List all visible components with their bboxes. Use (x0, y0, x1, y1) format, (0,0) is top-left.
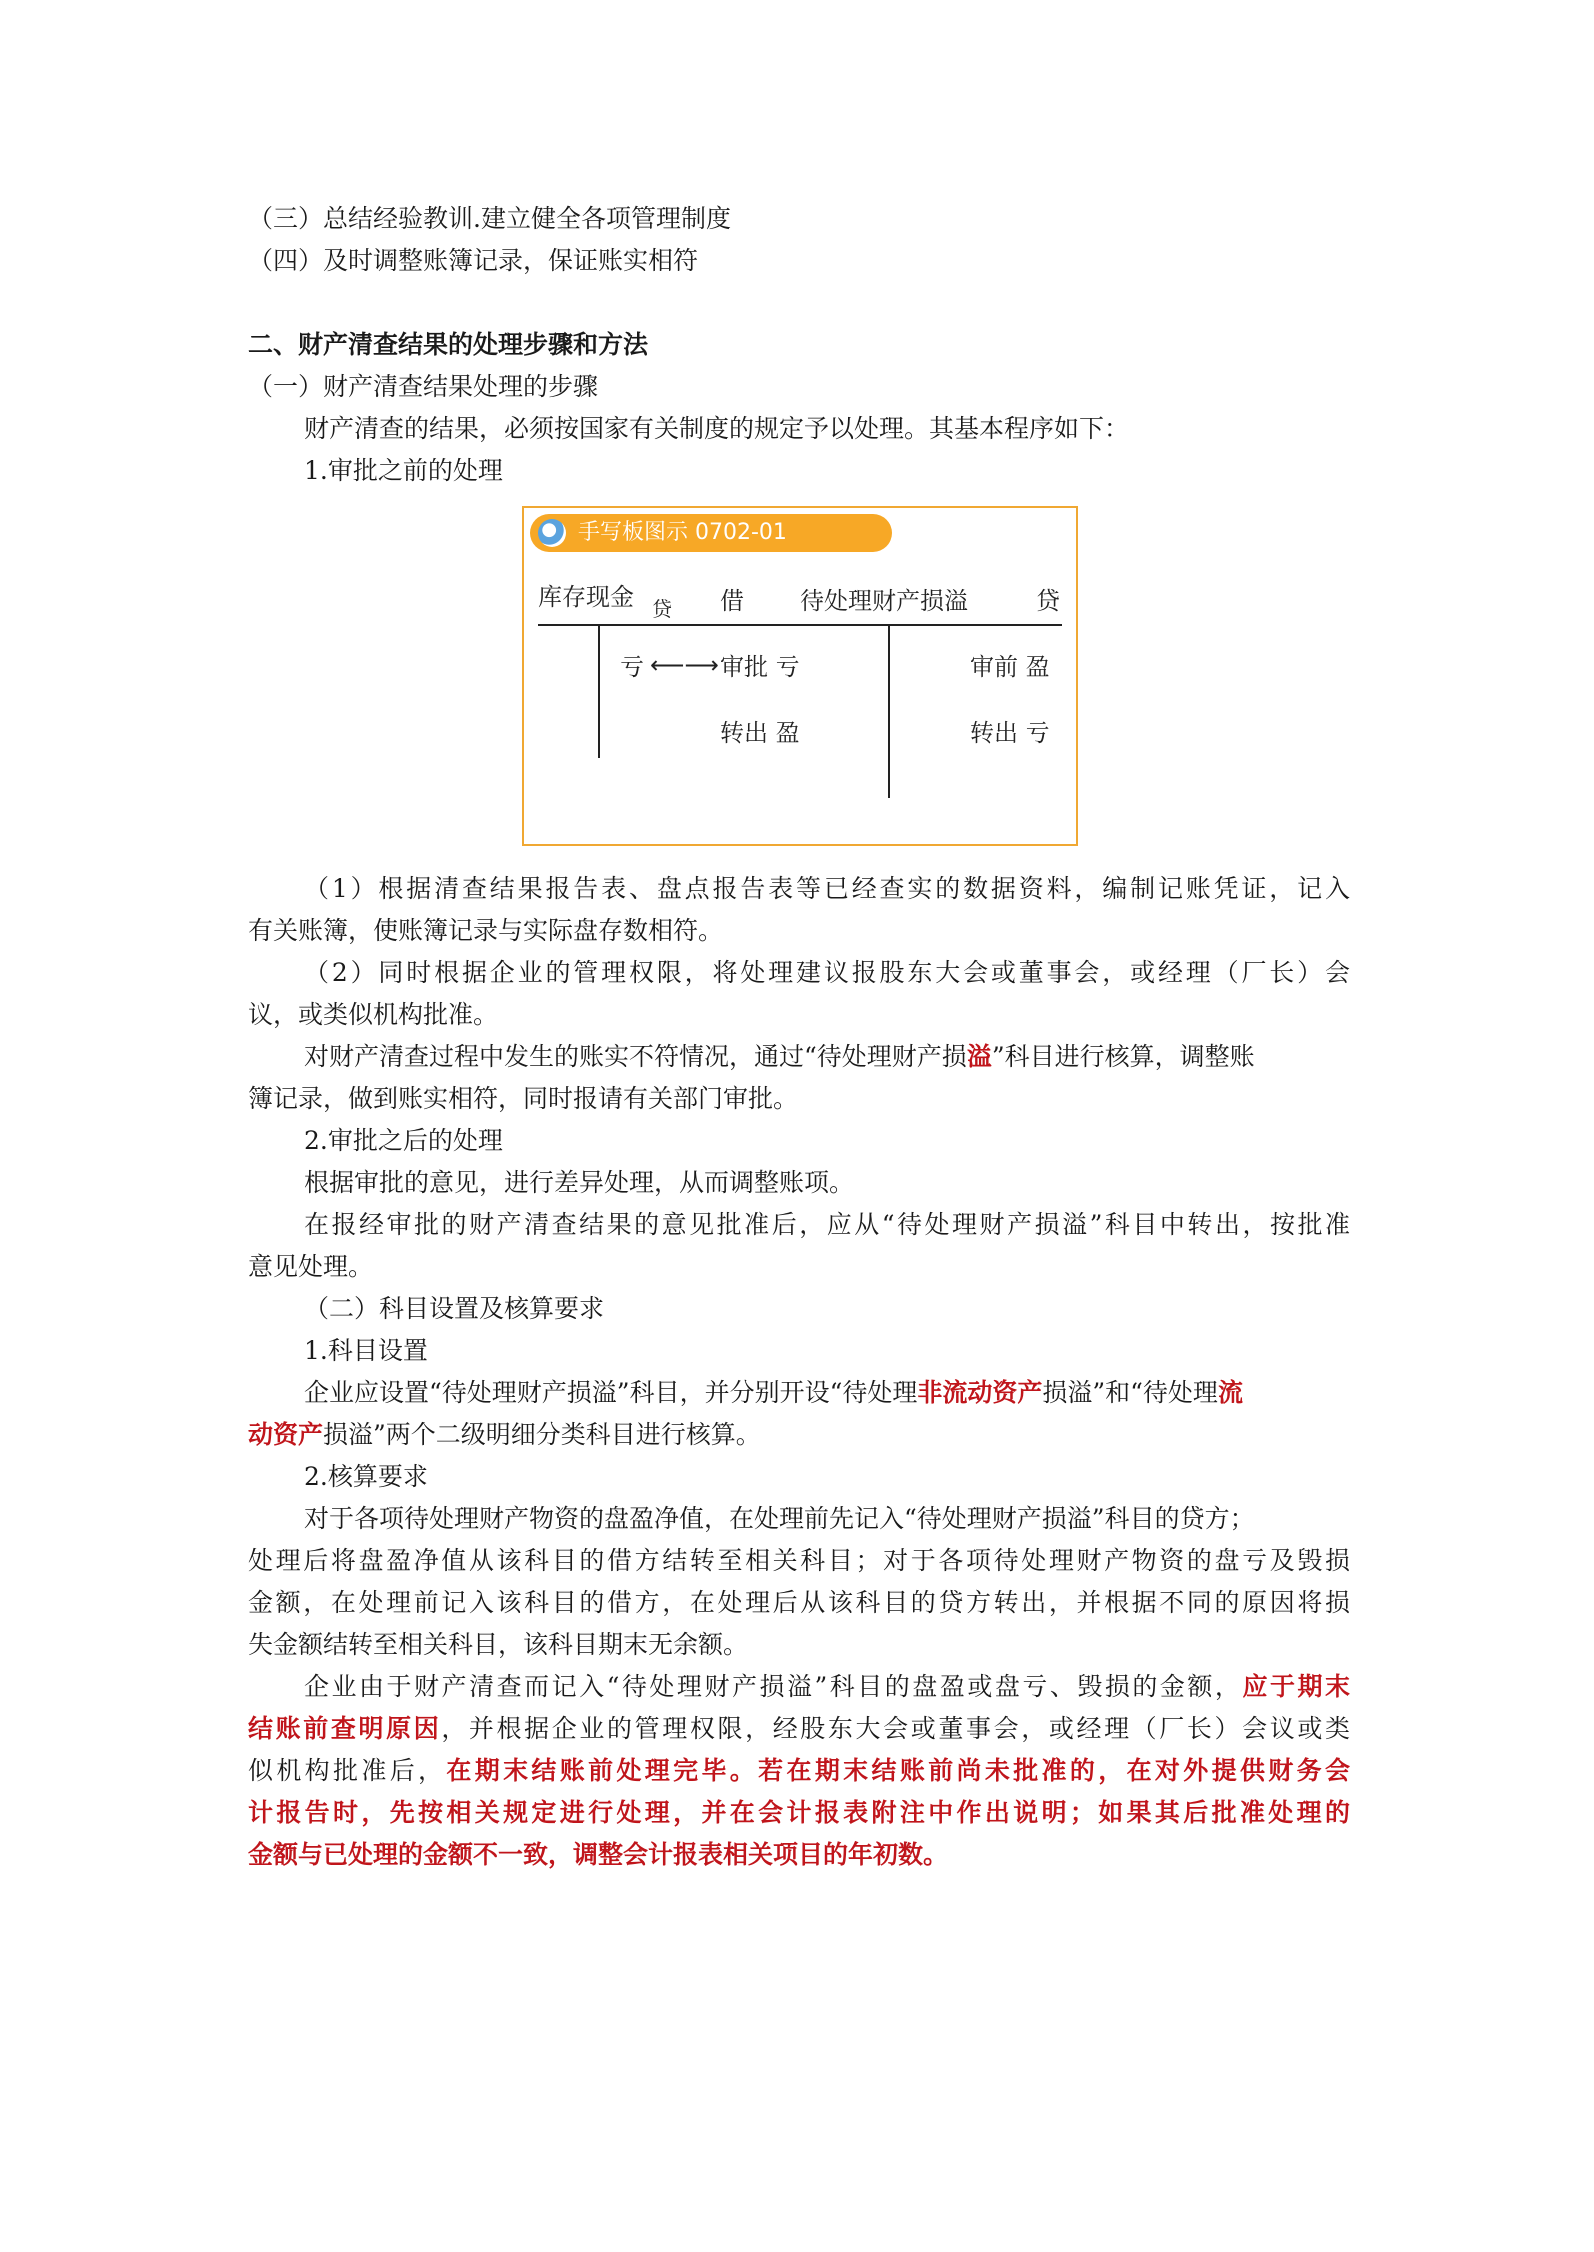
text-line (304, 1670, 1350, 1704)
text-line: 议，或类似机构批准。 (248, 1000, 499, 1029)
text-span: 企业应设置“待处理财产损溢”科目，并分别开设“待处理 (304, 1378, 918, 1407)
text-line: （四）及时调整账簿记录，保证账实相符 (248, 246, 699, 275)
highlight-line: 计报告时，先按相关规定进行处理，并在会计报表附注中作出说明；如果其后批准处理的 (248, 1798, 1350, 1827)
transfer-loss-label: 转出 亏 (970, 719, 1050, 747)
subsection-title: （二）科目设置及核算要求 (304, 1294, 605, 1323)
highlight-span: 动资产 (248, 1420, 324, 1449)
cash-account-divider (598, 626, 600, 758)
text-line: 在报经审批的财产清查结果的意见批准后，应从“待处理财产损溢”科目中转出，按批准 (304, 1210, 1350, 1239)
pre-approval-gain-label: 审前 盈 (970, 653, 1050, 681)
text-line: 处理后将盘盈净值从该科目的借方结转至相关科目；对于各项待处理财产物资的盘亏及毁损 (248, 1546, 1350, 1575)
cash-account-label: 库存现金 (538, 583, 634, 611)
text-line: （1）根据清查结果报告表、盘点报告表等已经查实的数据资料，编制记账凭证，记入 (304, 874, 1350, 903)
highlight-span: 溢 (966, 1042, 992, 1071)
text-line (248, 1754, 1350, 1788)
text-line (248, 1712, 1350, 1746)
text-line: （三）总结经验教训.建立健全各项管理制度 (248, 204, 731, 233)
section-heading: 二、财产清查结果的处理步骤和方法 (248, 330, 649, 359)
item-title: 2.审批之后的处理 (304, 1126, 503, 1155)
transfer-gain-label: 转出 盈 (720, 719, 800, 747)
text-span: ，并根据企业的管理权限，经股东大会或董事会，或经理（厂长）会议或类 (441, 1714, 1350, 1743)
item-title: 1.审批之前的处理 (304, 456, 503, 485)
text-line: 意见处理。 (248, 1252, 374, 1281)
highlight-span: 在期末结账前处理完毕。若在期末结账前尚未批准的，在对外提供财务会 (446, 1756, 1350, 1785)
approved-loss-label: 审批 亏 (720, 653, 800, 681)
text-span: 对财产清查过程中发生的账实不符情况，通过“待处理财产损 (304, 1042, 967, 1071)
highlight-span: 应于期末 (1242, 1672, 1350, 1701)
highlight-span: 结账前查明原因 (248, 1714, 442, 1743)
debit-label: 借 (720, 587, 744, 615)
text-line (304, 1040, 1255, 1074)
suspense-account-label: 待处理财产损溢 (800, 587, 968, 615)
text-line (304, 1376, 1243, 1410)
arrow-icon: ⟵⟶ (650, 651, 719, 679)
text-line: 失金额结转至相关科目，该科目期末无余额。 (248, 1630, 749, 1659)
text-line: （2）同时根据企业的管理权限，将处理建议报股东大会或董事会，或经理（厂长）会 (304, 958, 1350, 987)
item-title: 1.科目设置 (304, 1336, 428, 1365)
subsection-title: （一）财产清查结果处理的步骤 (248, 372, 599, 401)
text-line: 对于各项待处理财产物资的盘盈净值，在处理前先记入“待处理财产损溢”科目的贷方； (304, 1504, 1255, 1533)
item-title: 2.核算要求 (304, 1462, 428, 1491)
highlight-span: 流 (1217, 1378, 1243, 1407)
text-line: 金额，在处理前记入该科目的借方，在处理后从该科目的贷方转出，并根据不同的原因将损 (248, 1588, 1350, 1617)
whiteboard-figure (522, 506, 1078, 846)
figure-badge (530, 514, 892, 552)
text-line: 根据审批的意见，进行差异处理，从而调整账项。 (304, 1168, 855, 1197)
text-line (248, 1418, 761, 1452)
loss-side-label: 亏 (620, 653, 644, 681)
highlight-line: 金额与已处理的金额不一致，调整会计报表相关项目的年初数。 (248, 1840, 949, 1869)
suspense-account-divider (888, 626, 890, 798)
text-span: 损溢”两个二级明细分类科目进行核算。 (323, 1420, 761, 1449)
text-line: 簿记录，做到账实相符，同时报请有关部门审批。 (248, 1084, 799, 1113)
text-line: 有关账簿，使账簿记录与实际盘存数相符。 (248, 916, 724, 945)
text-line: 财产清查的结果，必须按国家有关制度的规定予以处理。其基本程序如下： (304, 414, 1130, 443)
text-span: 企业由于财产清查而记入“待处理财产损溢”科目的盘盈或盘亏、毁损的金额， (304, 1672, 1243, 1701)
figure-badge-title: 手写板图示 0702-01 (578, 520, 787, 545)
logo-icon (538, 519, 566, 547)
text-span: ”科目进行核算，调整账 (991, 1042, 1255, 1071)
text-span: 损溢”和“待处理 (1042, 1378, 1218, 1407)
t-account-top-line (538, 624, 1062, 626)
cash-credit-label: 贷 (652, 597, 672, 621)
text-span: 似机构批准后， (248, 1756, 447, 1785)
highlight-span: 非流动资产 (917, 1378, 1043, 1407)
credit-label: 贷 (1036, 587, 1060, 615)
